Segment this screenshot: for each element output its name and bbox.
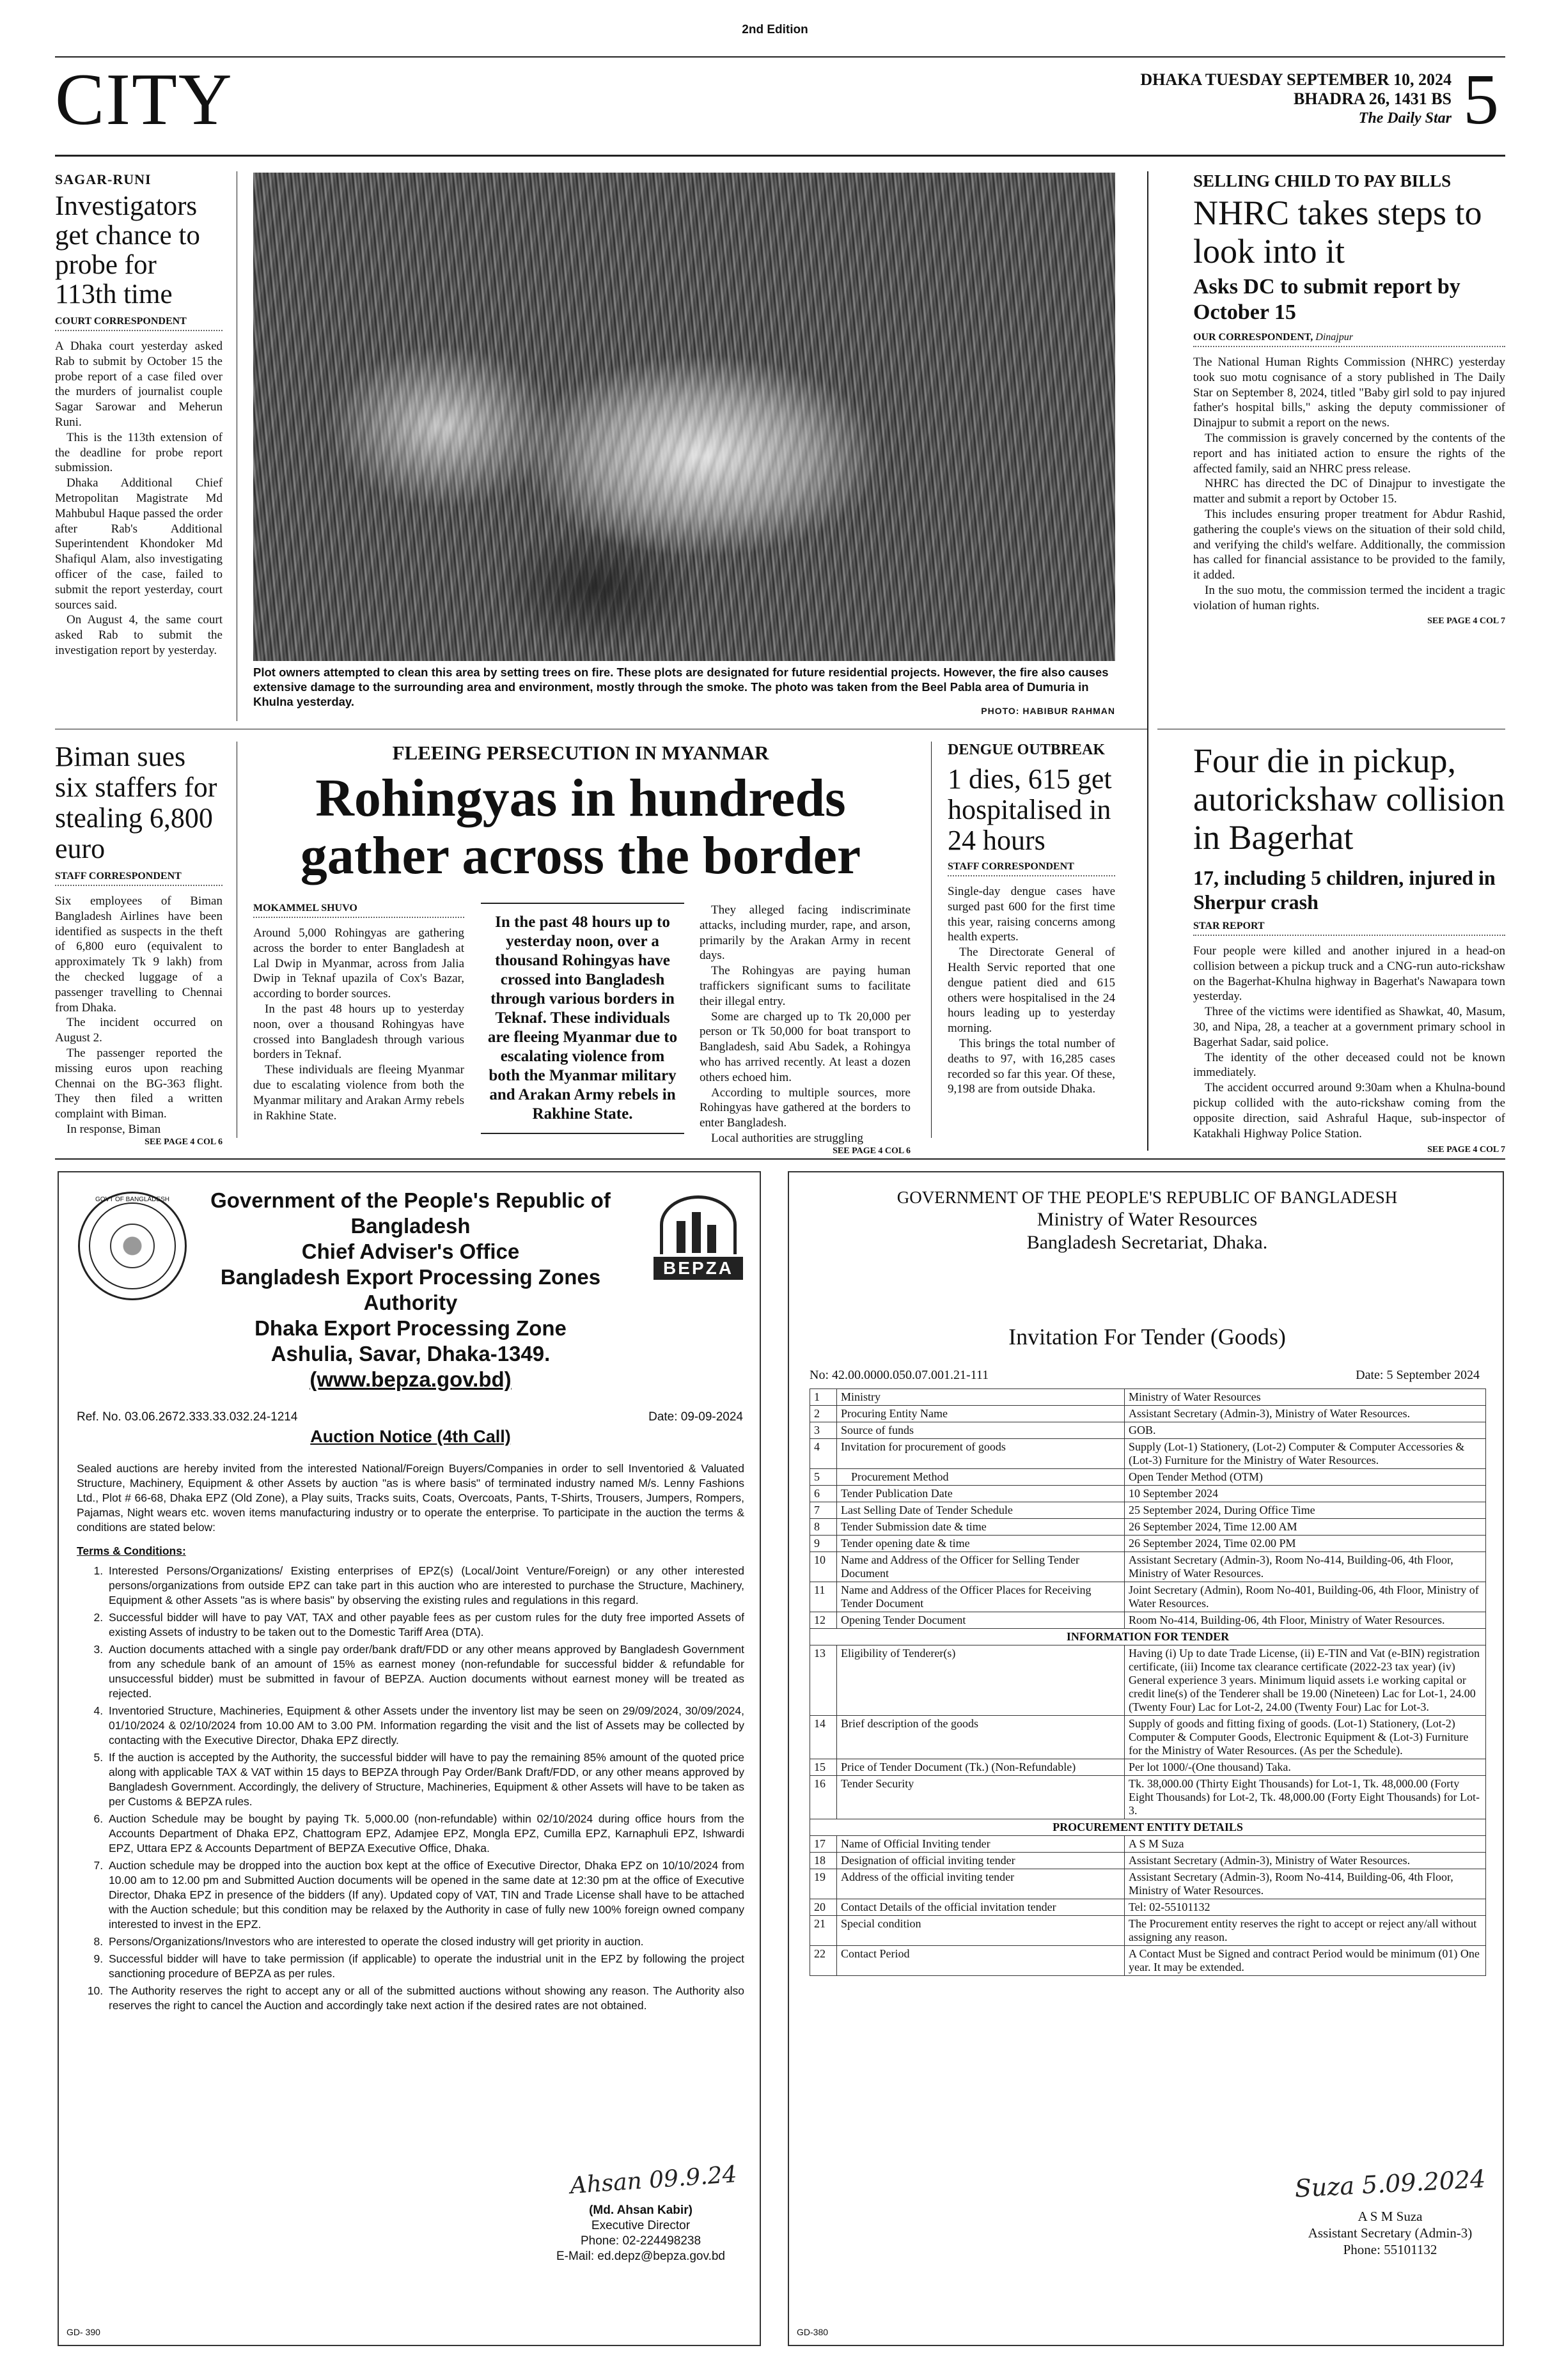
row-label: Tender Submission date & time	[837, 1519, 1125, 1536]
row-label: Invitation for procurement of goods	[837, 1439, 1125, 1469]
row-number: 18	[810, 1853, 837, 1869]
column-rule	[931, 742, 932, 1138]
paragraph: NHRC has directed the DC of Dinajpur to investigate the matter and submit a report by October 15.	[1193, 477, 1505, 506]
govt-seal-icon	[78, 1192, 187, 1300]
row-label: Designation of official inviting tender	[837, 1853, 1125, 1869]
term-item: 2. Successful bidder will have to pay VAT, TAX and other payable fees as per custom rules for the duty free imported Assets of existing Assets of industry to be taken out to the Domestic Tariff Area (DTA).	[106, 1610, 744, 1640]
story-headline: Four die in pickup, autorickshaw collision in Bagerhat	[1193, 742, 1505, 857]
ad-header-line: Chief Adviser's Office	[301, 1240, 520, 1263]
masthead-bottom-rule	[55, 155, 1505, 157]
row-value: Tel: 02-55101132	[1125, 1899, 1486, 1916]
ad-signature: Suza 5.09.2024	[1294, 2165, 1487, 2203]
row-label: Brief description of the goods	[837, 1716, 1125, 1759]
row-number: 12	[810, 1612, 837, 1629]
seal-text: GOVT OF BANGLADESH	[95, 1196, 169, 1203]
paragraph: Four people were killed and another injured in a head-on collision between a pickup truck and a CNG-run auto-rickshaw on the Bagerhat-Khulna highway in Bagerhat's Nawapara town yesterday.	[1193, 944, 1505, 1004]
story-headline: Biman sues six staffers for stealing 6,800 euro	[55, 741, 217, 864]
table-row	[810, 1716, 1486, 1759]
term-item: 1. Interested Persons/Organizations/ Existing enterprises of EPZ(s) (Local/Joint Venture/Foreign) or any other interested persons/organizations from outside EPZ can take part in this auction who are interested to purchase the Structure, Machinery, Equipment & other Assets "as is where basis" by observing the existing rules and regulations in this regard.	[106, 1564, 744, 1608]
row-number: 22	[810, 1946, 837, 1976]
row-label: Name and Address of the Officer Places for Receiving Tender Document	[837, 1582, 1125, 1612]
signer-name: A S M Suza	[1358, 2209, 1423, 2224]
table-row	[810, 1406, 1486, 1422]
bangla-date: BHADRA 26, 1431 BS	[1293, 89, 1452, 108]
row-label: Ministry	[837, 1389, 1125, 1406]
row-number: 15	[810, 1759, 837, 1776]
term-item: 4. Inventoried Structure, Machineries, Equipment & other Assets under the inventory list may be seen on 29/09/2024, 30/09/2024, 01/10/2024 & 02/10/2024 from 10.00 AM to 3.00 PM. Information regarding the visit and the list of Assets may be collected by contacting with the Executive Director, Dhaka EPZ directly.	[106, 1704, 744, 1748]
story-headline: Investigators get chance to probe for 113th time	[55, 191, 200, 309]
paragraph: On August 4, the same court asked Rab to submit the investigation report by yesterday.	[55, 613, 223, 657]
paragraph: Dhaka Additional Chief Metropolitan Magistrate Md Mahbubul Haque passed the order after Rab's Additional Superintendent Khondoker Md Shafiqul Alam, also investigating officer of the case, failed to submit the report yesterday, court sources said.	[55, 476, 223, 612]
paragraph: Six employees of Biman Bangladesh Airlines have been identified as suspects in the theft of 6,800 euro (equivalent to approximately Tk 9 lakh) from the checked luggage of a passenger travelling to Chennai from Dhaka.	[55, 894, 223, 1015]
row-label: Tender Publication Date	[837, 1486, 1125, 1502]
photo-credit: PHOTO: HABIBUR RAHMAN	[981, 706, 1115, 716]
term-item: 6. Auction Schedule may be bought by paying Tk. 5,000.00 (non-refundable) within 02/10/2024 during office hours from the Accounts Department of Dhaka EPZ, Chattogram EPZ, Adamjee EPZ, Mongla EPZ, Cumilla EPZ, Karnaphuli EPZ, Ishwardi EPZ, Uttara EPZ & Accounts Department of BEPZA Executive Office, Dhaka.	[106, 1812, 744, 1856]
paragraph: The National Human Rights Commission (NHRC) yesterday took suo motu cognisance of a story published in The Daily Star on September 8, 2024, titled "Baby girl sold to pay injured father's hospital bills," asking the deputy commissioner of Dinajpur to submit a report on the news.	[1193, 355, 1505, 430]
table-row	[810, 1759, 1486, 1776]
ad-header-line: Bangladesh Export Processing Zones Authority	[220, 1265, 601, 1314]
row-value: Assistant Secretary (Admin-3), Ministry of Water Resources.	[1125, 1853, 1486, 1869]
ad-gd-number: GD- 390	[67, 2327, 100, 2337]
term-item: 8. Persons/Organizations/Investors who are interested to operate the closed industry will get priority in auction.	[106, 1934, 744, 1949]
row-value: 26 September 2024, Time 12.00 AM	[1125, 1519, 1486, 1536]
ad-header	[789, 1186, 1505, 1254]
paragraph: In the past 48 hours up to yesterday noon, over a thousand Rohingyas have crossed into Bangladesh through various borders in Teknaf.	[253, 1002, 464, 1062]
paragraph: The Rohingyas are paying human traffickers significant sums to facilitate their illegal entry.	[700, 964, 911, 1008]
row-label: Contact Period	[837, 1946, 1125, 1976]
masthead-top-rule	[55, 56, 1505, 58]
bepza-logo-icon	[654, 1195, 743, 1285]
table-row	[810, 1645, 1486, 1716]
see-page-link[interactable]: SEE PAGE 4 COL 7	[1427, 1145, 1505, 1155]
paragraph: The passenger reported the missing euros upon reaching Chennai on the BG-363 flight. They then filed a written complaint with Biman.	[55, 1046, 223, 1121]
row-value: Supply (Lot-1) Stationery, (Lot-2) Computer & Computer Accessories & (Lot-3) Furniture for the Ministry of Water Resources.	[1125, 1439, 1486, 1469]
table-row	[810, 1946, 1486, 1976]
story-byline: STAR REPORT	[1193, 921, 1505, 936]
bagerhat-story	[1193, 742, 1505, 1155]
story-subhead: Asks DC to submit report by October 15	[1193, 275, 1460, 324]
row-value: Ministry of Water Resources	[1125, 1389, 1486, 1406]
row-value: 26 September 2024, Time 02.00 PM	[1125, 1536, 1486, 1552]
row-label: Contact Details of the official invitation tender	[837, 1899, 1125, 1916]
ad-signature: Ahsan 09.9.24	[569, 2161, 738, 2200]
paragraph: The Directorate General of Health Servic reported that one dengue patient died and 615 others were hospitalised in the 24 hours leading up to yesterday morning.	[948, 945, 1115, 1036]
paragraph: In the suo motu, the commission termed the incident a tragic violation of human rights.	[1193, 583, 1505, 612]
paragraph: A Dhaka court yesterday asked Rab to submit by October 15 the probe report of a case filed over the murders of journalist couple Sagar Sarowar and Meherun Runi.	[55, 339, 223, 429]
row-label: Procuring Entity Name	[837, 1406, 1125, 1422]
paragraph: This brings the total number of deaths to 97, with 16,285 cases recorded so far this year. Of these, 9,198 are from outside Dhaka.	[948, 1036, 1115, 1096]
paragraph: Three of the victims were identified as Shawkat, 40, Masum, 30, and Nipa, 28, a teacher at a government primary school in Bagerhat Sadar, said police.	[1193, 1005, 1505, 1049]
table-row	[810, 1389, 1486, 1406]
section-title: CITY	[55, 59, 233, 141]
ad-body	[77, 1461, 744, 2016]
row-value: 25 September 2024, During Office Time	[1125, 1502, 1486, 1519]
row-number: 1	[810, 1389, 837, 1406]
row-number: 4	[810, 1439, 837, 1469]
rohingya-col-1	[253, 903, 464, 1123]
term-item: 7. Auction schedule may be dropped into the auction box kept at the office of Executive Director, Dhaka EPZ on 10/10/2024 from 10.00 am to 12.00 pm and Submitted Auction documents will be opened in the same date at 12:30 pm at the office of Executive Director, Dhaka EPZ in presence of the bidders (If any). Updated copy of VAT, TIN and Trade License shall have to be attached with the Auction schedule; but this condition may be relaxed by the Authority in case of fully new 100% foreign owned company interested to invest in the EPZ.	[106, 1858, 744, 1932]
row-value: A Contact Must be Signed and contract Period would be minimum (01) One year. It may be extended.	[1125, 1946, 1486, 1976]
signer-email: E-Mail: ed.depz@bepza.gov.bd	[556, 2250, 725, 2263]
paragraph: Some are charged up to Tk 20,000 per person or Tk 50,000 for boat transport to Bangladesh, said Abu Sadek, a Rohingya who has arrived recently. At least a dozen others echoed him.	[700, 1009, 911, 1084]
ad-ref: Ref. No. 03.06.2672.333.33.032.24-1214	[77, 1410, 298, 1424]
story-byline	[1193, 332, 1505, 347]
terms-heading: Terms & Conditions:	[77, 1544, 186, 1557]
row-number: 17	[810, 1836, 837, 1853]
edition-label: 2nd Edition	[742, 23, 808, 36]
row-label: Opening Tender Document	[837, 1612, 1125, 1629]
ad-header-line: Government of the People's Republic of Bangladesh	[210, 1188, 611, 1238]
table-row	[810, 1536, 1486, 1552]
row-value: Open Tender Method (OTM)	[1125, 1469, 1486, 1486]
ad-header-line: Bangladesh Secretariat, Dhaka.	[1026, 1232, 1268, 1253]
row-value: GOB.	[1125, 1422, 1486, 1439]
row-label: Tender Security	[837, 1776, 1125, 1819]
row-number: 6	[810, 1486, 837, 1502]
tender-table	[810, 1388, 1486, 1976]
byline-name: OUR CORRESPONDENT,	[1193, 332, 1313, 343]
smoke-overlay	[253, 173, 1115, 661]
row-number: 3	[810, 1422, 837, 1439]
table-row	[810, 1916, 1486, 1946]
story-body	[700, 903, 911, 1146]
paragraph: According to multiple sources, more Rohingyas have gathered at the borders to enter Bangladesh.	[700, 1085, 911, 1130]
story-subhead: 17, including 5 children, injured in Sherpur crash	[1193, 866, 1496, 914]
row-label: Procurement Method	[837, 1469, 1125, 1486]
table-row	[810, 1853, 1486, 1869]
table-row	[810, 1552, 1486, 1582]
ad-title: Invitation For Tender (Goods)	[1008, 1324, 1286, 1349]
row-label: Price of Tender Document (Tk.) (Non-Refundable)	[837, 1759, 1125, 1776]
row-number: 20	[810, 1899, 837, 1916]
row-number: 8	[810, 1519, 837, 1536]
row-value: Per lot 1000/-(One thousand) Taka.	[1125, 1759, 1486, 1776]
row-label: Eligibility of Tenderer(s)	[837, 1645, 1125, 1716]
term-item: 10. The Authority reserves the right to accept any or all of the submitted auctions without showing any reason. The Authority also reserves the right to cancel the Auction and accordingly take next action if the desired rates are not obtained.	[106, 1984, 744, 2013]
signer-phone: Phone: 55101132	[1343, 2242, 1437, 2257]
tender-ad	[788, 1171, 1504, 2346]
story-body	[1193, 944, 1505, 1141]
paragraph: This includes ensuring proper treatment for Abdur Rashid, gathering the couple's views on the situation of their sold child, and verifying the child's welfare. Additionally, the commission has called for financial assistance to be provided to the family, it added.	[1193, 507, 1505, 582]
term-item: 3. Auction documents attached with a single pay order/bank draft/FDD or any other means approved by Bangladesh Government from any schedule bank of an amount of 15% as earnest money (non-refundable for successful bidder & refundable for unsuccessful bidder) must be submitted in favour of BEPZA. Auction documents without earnest money will be treated as rejected.	[106, 1642, 744, 1701]
see-page-link[interactable]: SEE PAGE 4 COL 7	[1427, 616, 1505, 626]
ad-signer-block	[532, 2203, 749, 2264]
column-rule	[1147, 171, 1148, 1151]
biman-story	[55, 742, 223, 1147]
table-row	[810, 1486, 1486, 1502]
story-byline: COURT CORRESPONDENT	[55, 316, 223, 331]
row-value: Assistant Secretary (Admin-3), Room No-414, Building-06, 4th Floor, Ministry of Water Resources.	[1125, 1552, 1486, 1582]
see-page-link[interactable]: SEE PAGE 4 COL 6	[145, 1137, 223, 1147]
date-line: DHAKA TUESDAY SEPTEMBER 10, 2024	[1140, 70, 1452, 89]
ad-title: Auction Notice (4th Call)	[310, 1427, 511, 1446]
nhrc-story	[1193, 171, 1505, 626]
story-body	[55, 894, 223, 1137]
row-number: 14	[810, 1716, 837, 1759]
tender-table-wrap	[810, 1388, 1486, 1976]
ad-header-line: Ashulia, Savar, Dhaka-1349.	[270, 1342, 551, 1365]
ad-header-line: Ministry of Water Resources	[1037, 1209, 1258, 1230]
row-value: Joint Secretary (Admin), Room No-401, Building-06, 4th Floor, Ministry of Water Resources.	[1125, 1582, 1486, 1612]
story-kicker: DENGUE OUTBREAK	[948, 742, 1106, 758]
ad-intro: Sealed auctions are hereby invited from the interested National/Foreign Buyers/Companies in order to sell Inventoried & Valuated Structure, Machinery, Equipment & other Assets by auction "as is where basis" of terminated industry named M/s. Lenny Fashions Ltd., Plot # 66-68, Dhaka EPZ (Old Zone), a Play suits, Tracks suits, Coats, Overcoats, Pants, T-Shirts, Trousers, Jumpers, Rompers, Pajamas, Night wears etc. woven items manufacturing industry or to operate the enterprise. To participate in the auction the terms & conditions are stated below:	[77, 1462, 744, 1534]
row-label: Source of funds	[837, 1422, 1125, 1439]
sagar-runi-story	[55, 171, 223, 658]
table-row	[810, 1869, 1486, 1899]
row-number: 13	[810, 1645, 837, 1716]
table-row	[810, 1422, 1486, 1439]
story-byline: STAFF CORRESPONDENT	[948, 861, 1115, 876]
story-headline: NHRC takes steps to look into it	[1193, 194, 1482, 270]
row-number: 5	[810, 1469, 837, 1486]
row-label: Name and Address of the Officer for Selling Tender Document	[837, 1552, 1125, 1582]
row-number: 16	[810, 1776, 837, 1819]
paragraph: The identity of the other deceased could not be known immediately.	[1193, 1050, 1505, 1080]
story-body	[253, 926, 464, 1123]
row-number: 21	[810, 1916, 837, 1946]
table-row	[810, 1776, 1486, 1819]
row-number: 19	[810, 1869, 837, 1899]
terms-list	[77, 1564, 744, 2013]
table-section-row	[810, 1629, 1486, 1645]
row-value: A S M Suza	[1125, 1836, 1486, 1853]
story-kicker: SELLING CHILD TO PAY BILLS	[1193, 171, 1452, 191]
row-value: Assistant Secretary (Admin-3), Room No-414, Building-06, 4th Floor, Ministry of Water Resources.	[1125, 1869, 1486, 1899]
section-heading: PROCUREMENT ENTITY DETAILS	[810, 1819, 1486, 1836]
ad-website-link[interactable]: (www.bepza.gov.bd)	[309, 1367, 512, 1391]
row-label: Last Selling Date of Tender Schedule	[837, 1502, 1125, 1519]
row-value: The Procurement entity reserves the right to accept or reject any/all without assigning any reason.	[1125, 1916, 1486, 1946]
story-body	[55, 339, 223, 658]
term-item: 9. Successful bidder will have to take permission (if applicable) to operate the industrial unit in the EPZ by following the project sanctioning procedure of BEPZA as per rules.	[106, 1952, 744, 1981]
story-headline: 1 dies, 615 get hospitalised in 24 hours	[948, 763, 1112, 856]
paragraph: The commission is gravely concerned by the contents of the report and has initiated action to ensure the rights of the affected family, said an NHRC press release.	[1193, 431, 1505, 476]
row-label: Tender opening date & time	[837, 1536, 1125, 1552]
paragraph: Single-day dengue cases have surged past 600 for the first time this year, raising concerns among health experts.	[948, 885, 1115, 944]
rohingya-col-3	[700, 903, 911, 1156]
story-body	[1193, 355, 1505, 614]
story-byline: MOKAMMEL SHUVO	[253, 903, 464, 918]
term-item: 5. If the auction is accepted by the Authority, the successful bidder will have to pay the remaining 85% amount of the quoted price along with applicable TAX & VAT within 15 days to BEPZA through Pay Order/Bank Draft/FDD, or any other means approved by Bangladesh Government. Accordingly, the delivery of Structure, Machineries, Equipment & other Assets will have to be taken as per Customs & BEPZA rules.	[106, 1750, 744, 1809]
row-label: Name of Official Inviting tender	[837, 1836, 1125, 1853]
row-number: 2	[810, 1406, 837, 1422]
signer-phone: Phone: 02-224498238	[580, 2234, 701, 2248]
byline-place: Dinajpur	[1315, 332, 1353, 343]
table-row	[810, 1502, 1486, 1519]
paragraph: The incident occurred on August 2.	[55, 1016, 223, 1045]
story-byline: STAFF CORRESPONDENT	[55, 871, 223, 886]
story-body	[948, 884, 1115, 1097]
ad-gd-number: GD-380	[797, 2327, 829, 2337]
table-row	[810, 1899, 1486, 1916]
ad-header-line: GOVERNMENT OF THE PEOPLE'S REPUBLIC OF BANGLADESH	[896, 1188, 1398, 1207]
page-number: 5	[1463, 60, 1499, 139]
story-kicker: SAGAR-RUNI	[55, 171, 152, 187]
paragraph: Local authorities are struggling	[711, 1131, 863, 1145]
paragraph: They alleged facing indiscriminate attacks, including murder, rape, and arson, primarily by the Arakan Army in recent days.	[700, 903, 911, 963]
see-page-link[interactable]: SEE PAGE 4 COL 6	[833, 1146, 911, 1156]
row-number: 7	[810, 1502, 837, 1519]
table-row	[810, 1469, 1486, 1486]
paragraph: Around 5,000 Rohingyas are gathering across the border to enter Bangladesh at Lal Dwip in Myanmar, across from Jalia Dwip in Teknaf upazila of Cox's Bazar, according to border sources.	[253, 926, 464, 1001]
row-value: Having (i) Up to date Trade License, (ii) E-TIN and Vat (e-BIN) registration certificate, (iii) Income tax clearance certificate (2022-23 tax year) (iv) General experience 3 years. Minimum liquid assets i.e working capital or credit line(s) of the Tenderer shall be 19.00 (Nineteen) Lac for Lot-1, 24.00 (Twenty Four) Lac for Lot-2, 24.00 (Twenty Four) Lac for Lot-3.	[1125, 1645, 1486, 1716]
paper-name: The Daily Star	[1358, 110, 1452, 127]
ad-header	[187, 1188, 634, 1392]
bepza-logo-text: BEPZA	[654, 1257, 743, 1280]
signer-name: (Md. Ahsan Kabir)	[589, 2204, 693, 2217]
row-number: 9	[810, 1536, 837, 1552]
table-row	[810, 1439, 1486, 1469]
table-row	[810, 1612, 1486, 1629]
table-row	[810, 1836, 1486, 1853]
signer-designation: Assistant Secretary (Admin-3)	[1308, 2225, 1473, 2241]
row-value: Supply of goods and fitting fixing of goods. (Lot-1) Stationery, (Lot-2) Computer & Computer Goods, Electronic Equipment & (Lot-3) Furniture for the Ministry of Water Resources. (As per the Schedule).	[1125, 1716, 1486, 1759]
dengue-story	[948, 742, 1115, 1097]
news-photo	[253, 173, 1115, 661]
bepza-auction-ad	[58, 1171, 761, 2346]
table-row	[810, 1519, 1486, 1536]
section-heading: INFORMATION FOR TENDER	[810, 1629, 1486, 1645]
ad-ref: No: 42.00.0000.050.07.001.21-111	[810, 1368, 989, 1382]
row-value: Room No-414, Building-06, 4th Floor, Ministry of Water Resources.	[1125, 1612, 1486, 1629]
row-value: 10 September 2024	[1125, 1486, 1486, 1502]
ad-header-line: Dhaka Export Processing Zone	[254, 1316, 567, 1340]
paragraph: In response, Biman	[67, 1122, 161, 1136]
ad-date: Date: 09-09-2024	[648, 1410, 743, 1424]
ads-top-rule	[55, 1158, 1505, 1160]
row-number: 10	[810, 1552, 837, 1582]
paragraph: This is the 113th extension of the deadline for probe report submission.	[55, 430, 223, 475]
row-label: Special condition	[837, 1916, 1125, 1946]
ad-date: Date: 5 September 2024	[1356, 1368, 1480, 1382]
rohingya-story	[253, 742, 908, 894]
paragraph: The accident occurred around 9:30am when a Khulna-bound pickup collided with the auto-rickshaw coming from the opposite direction, said Ashraful Haque, sub-inspector of Katakhali Highway Police Station.	[1193, 1081, 1505, 1140]
photo-caption: Plot owners attempted to clean this area by setting trees on fire. These plots are designated for future residential projects. However, the fire also causes extensive damage to the surrounding area and environment, mostly through the smoke. The photo was taken from the Beel Pabla area of Dumuria in Khulna yesterday.	[253, 665, 1109, 708]
ad-signer-block	[1288, 2208, 1492, 2258]
rohingya-pullquote: In the past 48 hours up to yesterday noon, over a thousand Rohingyas have crossed into Bangladesh through various borders in Teknaf. These individuals are fleeing Myanmar due to escalating violence from both the Myanmar military and Arakan Army rebels in Rakhine State.	[481, 903, 684, 1134]
story-headline: Rohingyas in hundreds gather across the border	[300, 768, 861, 885]
signer-designation: Executive Director	[591, 2219, 691, 2232]
paragraph: These individuals are fleeing Myanmar due to escalating violence from both the Myanmar military and Arakan Army rebels in Rakhine State.	[253, 1063, 464, 1123]
story-kicker: FLEEING PERSECUTION IN MYANMAR	[392, 742, 769, 764]
table-section-row	[810, 1819, 1486, 1836]
table-row	[810, 1582, 1486, 1612]
row-value: Assistant Secretary (Admin-3), Ministry of Water Resources.	[1125, 1406, 1486, 1422]
row-label: Address of the official inviting tender	[837, 1869, 1125, 1899]
row-number: 11	[810, 1582, 837, 1612]
row-value: Tk. 38,000.00 (Thirty Eight Thousands) for Lot-1, Tk. 48,000.00 (Forty Eight Thousands) for Lot-2, Tk. 48,000.00 (Forty Eight Thousands) for Lot-3.	[1125, 1776, 1486, 1819]
